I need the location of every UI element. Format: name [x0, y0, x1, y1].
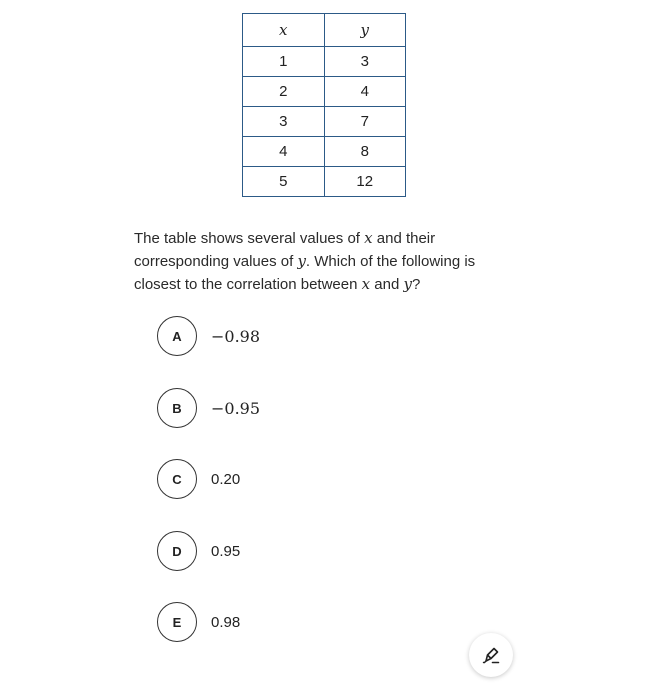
choice-letter-badge[interactable]: E [157, 602, 197, 642]
table-row [243, 137, 406, 167]
table-cell: 4 [243, 137, 325, 167]
answer-choice-b[interactable] [157, 387, 260, 429]
math-variable-y: y [403, 275, 412, 293]
table-header-row [243, 14, 406, 47]
answer-choice-d[interactable] [157, 530, 240, 572]
choice-value[interactable]: 0.98 [211, 613, 241, 631]
table-cell: 4 [324, 77, 406, 107]
choice-letter-badge[interactable]: D [157, 531, 197, 571]
table-row [243, 167, 406, 197]
table-cell: 3 [324, 47, 406, 77]
data-table [242, 13, 406, 197]
column-header-y: y [324, 14, 406, 47]
choice-value[interactable]: −0.95 [211, 398, 261, 418]
answer-choice-e[interactable] [157, 601, 240, 643]
table-cell: 8 [324, 137, 406, 167]
highlighter-tool-button[interactable] [469, 633, 513, 677]
answer-choice-a[interactable] [157, 315, 260, 357]
math-variable-y: y [297, 252, 306, 270]
highlighter-pen-icon [480, 644, 502, 666]
table-cell: 2 [243, 77, 325, 107]
question-part: and their corresponding values of [134, 230, 436, 270]
choice-value[interactable]: 0.95 [211, 542, 241, 560]
question-part: and [370, 276, 404, 293]
column-header-x: x [243, 14, 325, 47]
math-variable-x: x [364, 229, 373, 247]
question-part: ? [411, 276, 421, 293]
choice-letter-badge[interactable]: A [157, 316, 197, 356]
table-row [243, 47, 406, 77]
choice-letter-badge[interactable]: B [157, 388, 197, 428]
table-row [243, 77, 406, 107]
table-cell: 3 [243, 107, 325, 137]
table-cell: 12 [324, 167, 406, 197]
table-row [243, 107, 406, 137]
choice-letter-badge[interactable]: C [157, 459, 197, 499]
math-variable-x: x [361, 275, 371, 293]
question-text [134, 227, 514, 296]
table-cell: 7 [324, 107, 406, 137]
table-cell: 1 [243, 47, 325, 77]
answer-choice-c[interactable] [157, 458, 240, 500]
choice-value[interactable]: 0.20 [211, 470, 241, 488]
choice-value[interactable]: −0.98 [211, 326, 261, 346]
question-part: The table shows several values of [134, 230, 365, 247]
question-part: . Which of the following is closest to the correlation between [134, 253, 476, 293]
table-cell: 5 [243, 167, 325, 197]
